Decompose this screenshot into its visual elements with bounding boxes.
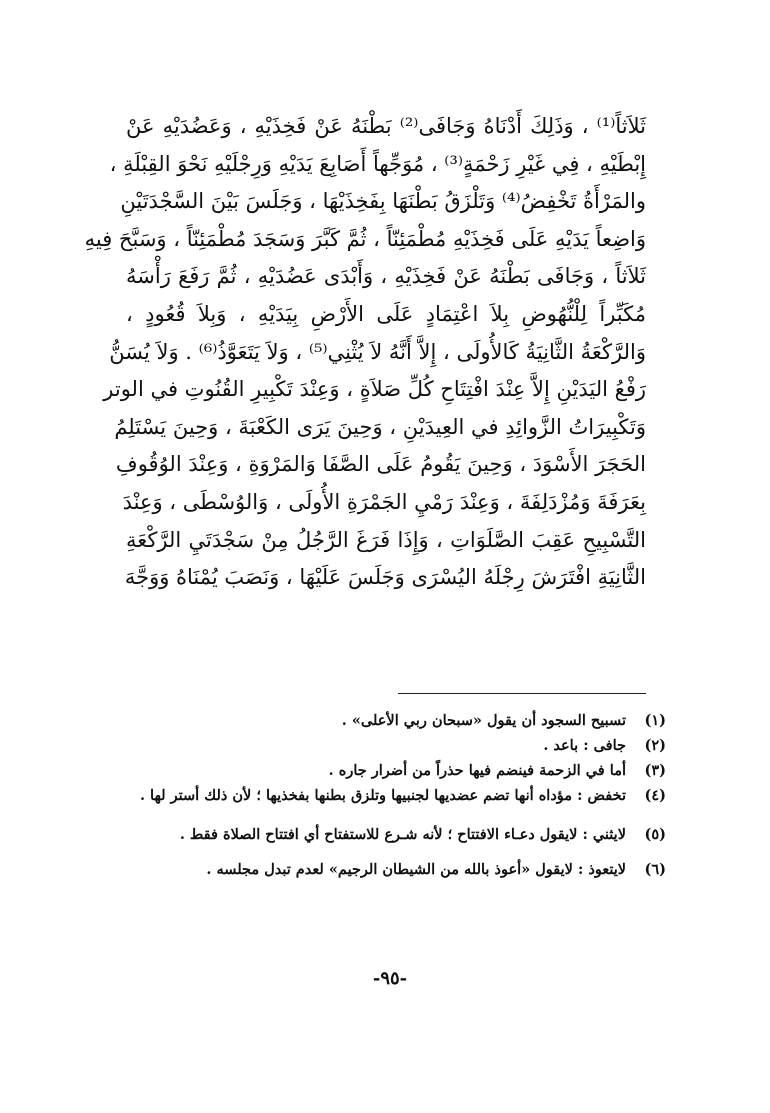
footnote-number: (٢) (644, 737, 666, 754)
footnote-item (126, 758, 666, 783)
text-line: الثَّانِيَةِ افْتَرَشَ رِجْلَهُ اليُسْرَى وَجَلَسَ عَلَيْهَا ، وَنَصَبَ يُمْنَاهُ وَوَجَّهَ (124, 565, 646, 590)
text-line: وَاضِعاً يَدَيْهِ عَلَى فَخِذَيْهِ مُطْمَئِنّاً ، ثُمَّ كَبَّرَ وَسَجَدَ مُطْمَئِنّاً ، وَسَبَّحَ فِيهِ (84, 226, 646, 251)
page-number: -٩٥- (372, 968, 408, 989)
text-line: رَفْعُ اليَدَيْنِ إِلاَّ عِنْدَ افْتِتَاحِ كُلِّ صَلاَةٍ ، وَعِنْدَ تَكْبِيرِ القُنُوتِ في الوتر (103, 377, 646, 402)
text-line: وَتَكْبِيرَاتُ الزَّوائِدِ في العِيدَيْنِ ، وَحِينَ يَرَى الكَعْبَةَ ، وَحِينَ يَسْتَلِمُ (114, 414, 646, 439)
text-line: مُكَبِّراً لِلْنُّهُوضِ بِلاَ اعْتِمَادٍ عَلَى الأَرْضِ بِيَدَيْهِ ، وَبِلاَ قُعُودٍ ، (126, 301, 646, 326)
footnote-number: (١) (644, 712, 666, 729)
footnote-item (126, 708, 666, 733)
footnote-text: تسبيح السجود أن يقول «سبحان ربي الأعلى» . (341, 712, 626, 729)
footnote-divider (398, 693, 646, 694)
footnote-text: لايتعوذ : لايقول «أعوذ بالله من الشيطان الرجيم» لعدم تبدل مجلسه . (206, 861, 626, 878)
footnote-text: تخفض : مؤداه أنها تضم عضديها لجنبيها وتلزق بطنها بفخذيها ؛ لأن ذلك أستر لها . (139, 787, 626, 804)
text-line: التَّسْبِيحِ عَقِبَ الصَّلَوَاتِ ، وَإِذَا فَرَغَ الرَّجُلُ مِنْ سَجْدَتَيِ الرَّكْعَةِ (126, 527, 646, 552)
footnote-item (126, 783, 666, 808)
footnote-text: أما في الزحمة فينضم فيها حذراً من أضرار جاره . (328, 762, 626, 779)
footnote-number: (٥) (644, 826, 666, 843)
text-line: ثَلاَثاً ، وَجَافَى بَطْنَهُ عَنْ فَخِذَيْهِ ، وَأَبْدَى عَضُدَيْهِ ، ثُمَّ رَفَعَ رَأْسَهُ (126, 264, 646, 289)
footnote-item (126, 733, 666, 758)
footnote-item (126, 857, 666, 882)
footnote-number: (٦) (644, 861, 666, 878)
footnote-number: (٤) (644, 787, 666, 804)
main-text (84, 108, 646, 597)
footnote-number: (٣) (644, 762, 666, 779)
text-line: بِعَرَفَةَ وَمُزْدَلِفَةَ ، وَعِنْدَ رَمْيِ الجَمْرَةِ الأُولَى ، وَالوُسْطَى ، وَعِنْدَ (122, 489, 646, 514)
footnotes (126, 708, 666, 882)
text-line: ثَلاَثاً⁽¹⁾ ، وَذَلِكَ أَدْنَاهُ وَجَافَى⁽²⁾ بَطْنَهُ عَنْ فَخِذَيْهِ ، وَعَضُدَيْهِ عَنْ (126, 114, 646, 138)
footnote-item (126, 822, 666, 847)
text-line: وَالرَّكْعَةُ الثَّانِيَةُ كَالأُولَى ، إِلاَّ أَنَّهُ لاَ يُثْنِي⁽⁵⁾ ، وَلاَ يَتَعَوَّذُ⁽⁶⁾ . وَلاَ يُسَنُّ (109, 339, 646, 364)
text-line: الحَجَرَ الأَسْوَدَ ، وَحِينَ يَقُومُ عَلَى الصَّفَا وَالمَرْوَةِ ، وَعِنْدَ الوُقُوفِ (115, 452, 646, 477)
footnote-text: لايثني : لايقول دعـاء الافتتاح ؛ لأنه شـرع للاستفتاح أي افتتاح الصلاة فقط . (179, 826, 626, 843)
text-line: إِبْطَيْهِ ، فِي غَيْرِ زَحْمَةٍ⁽³⁾ ، مُوَجِّهاً أَصَابِعَ يَدَيْهِ وَرِجْلَيْهِ نَحْوَ القِبْلَةِ ، (109, 151, 646, 176)
text-line: والمَرْأَةُ تَخْفِضُ⁽⁴⁾ وَتَلْزَقُ بَطْنَهَا بِفَخِذَيْهَا ، وَجَلَسَ بَيْنَ السَّجْدَتَيْنِ (120, 189, 646, 214)
footnote-text: جافى : باعد . (543, 737, 626, 754)
